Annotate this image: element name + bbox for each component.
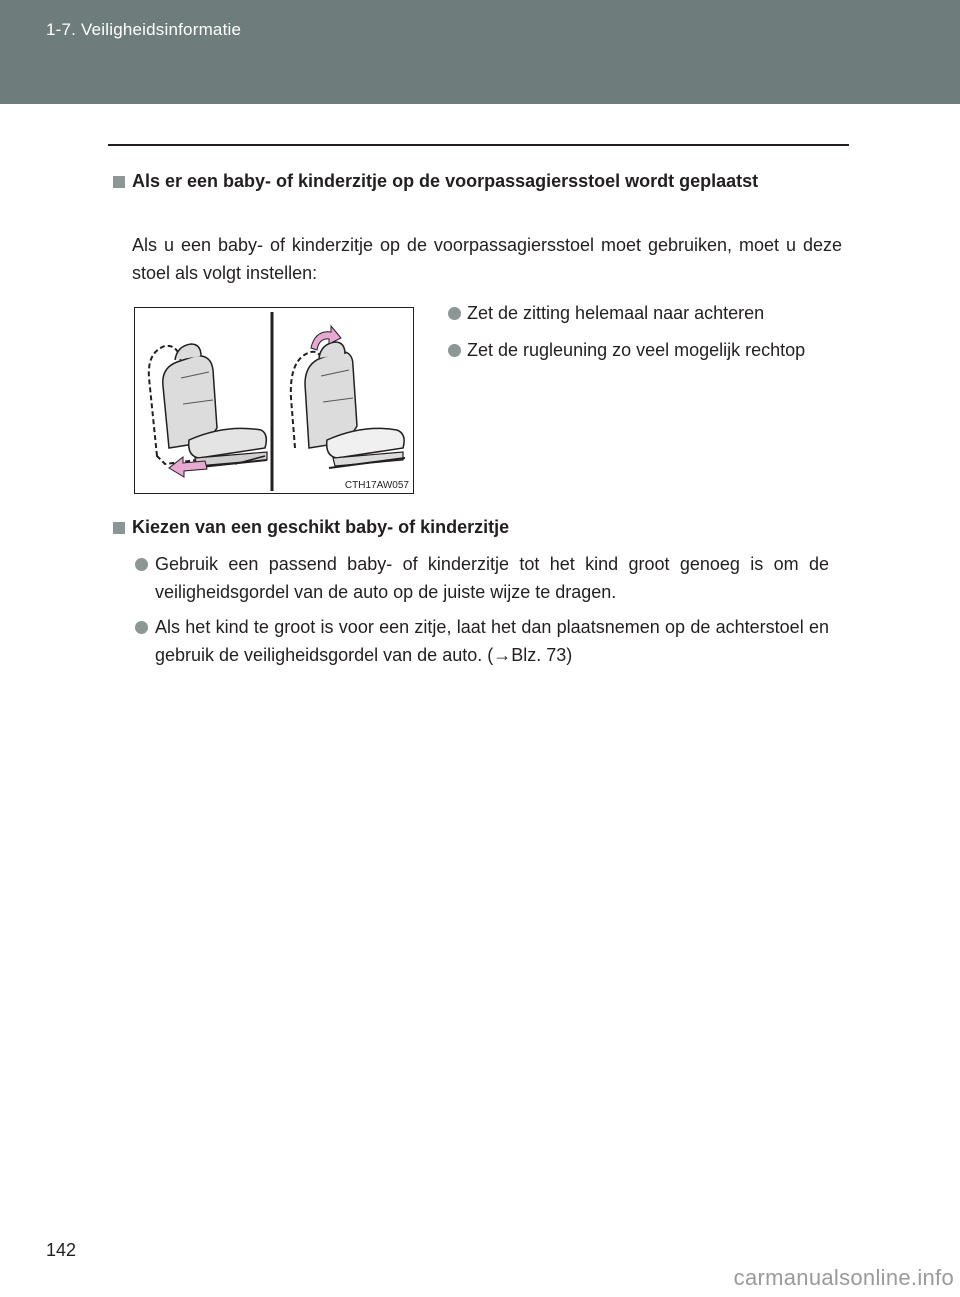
bullet-icon — [135, 558, 148, 571]
section-marker-icon — [113, 522, 125, 534]
bullet-icon — [448, 344, 461, 357]
watermark[interactable]: carmanualsonline.info — [733, 1265, 954, 1290]
header-band — [0, 0, 960, 104]
figure-code: CTH17AW057 — [344, 480, 409, 491]
seat-diagram — [135, 308, 415, 495]
section2-bullet-1: Gebruik een passend baby- of kinderzitje tot het kind groot genoeg is om de veiligheidsgordel van de auto op de juiste wijze te dragen. — [155, 554, 829, 602]
section2-heading: Kiezen van een geschikt baby- of kinderzitje — [132, 517, 510, 537]
section1-heading: Als er een baby- of kinderzitje op de voorpassagiersstoel wordt geplaatst — [132, 171, 759, 191]
section1-bullet-1: Zet de zitting helemaal naar achteren — [467, 303, 765, 323]
page-number: 142 — [46, 1240, 77, 1260]
bullet-icon — [448, 307, 461, 320]
section-title: 1-7. Veiligheidsinformatie — [46, 20, 242, 39]
section2-bullet-2: Als het kind te groot is voor een zitje, laat het dan plaatsnemen op de achterstoel en gebruik de veiligheidsgordel van de auto. (→Blz. 73) — [155, 617, 829, 665]
bullet-icon — [135, 621, 148, 634]
section1-intro: Als u een baby- of kinderzitje op de voorpassagiersstoel moet gebruiken, moet u deze stoel als volgt instellen: — [132, 235, 842, 283]
top-rule — [108, 144, 849, 146]
section-marker-icon — [113, 176, 125, 188]
seat-adjustment-illustration — [134, 307, 414, 494]
section1-bullet-2: Zet de rugleuning zo veel mogelijk rechtop — [467, 340, 806, 360]
